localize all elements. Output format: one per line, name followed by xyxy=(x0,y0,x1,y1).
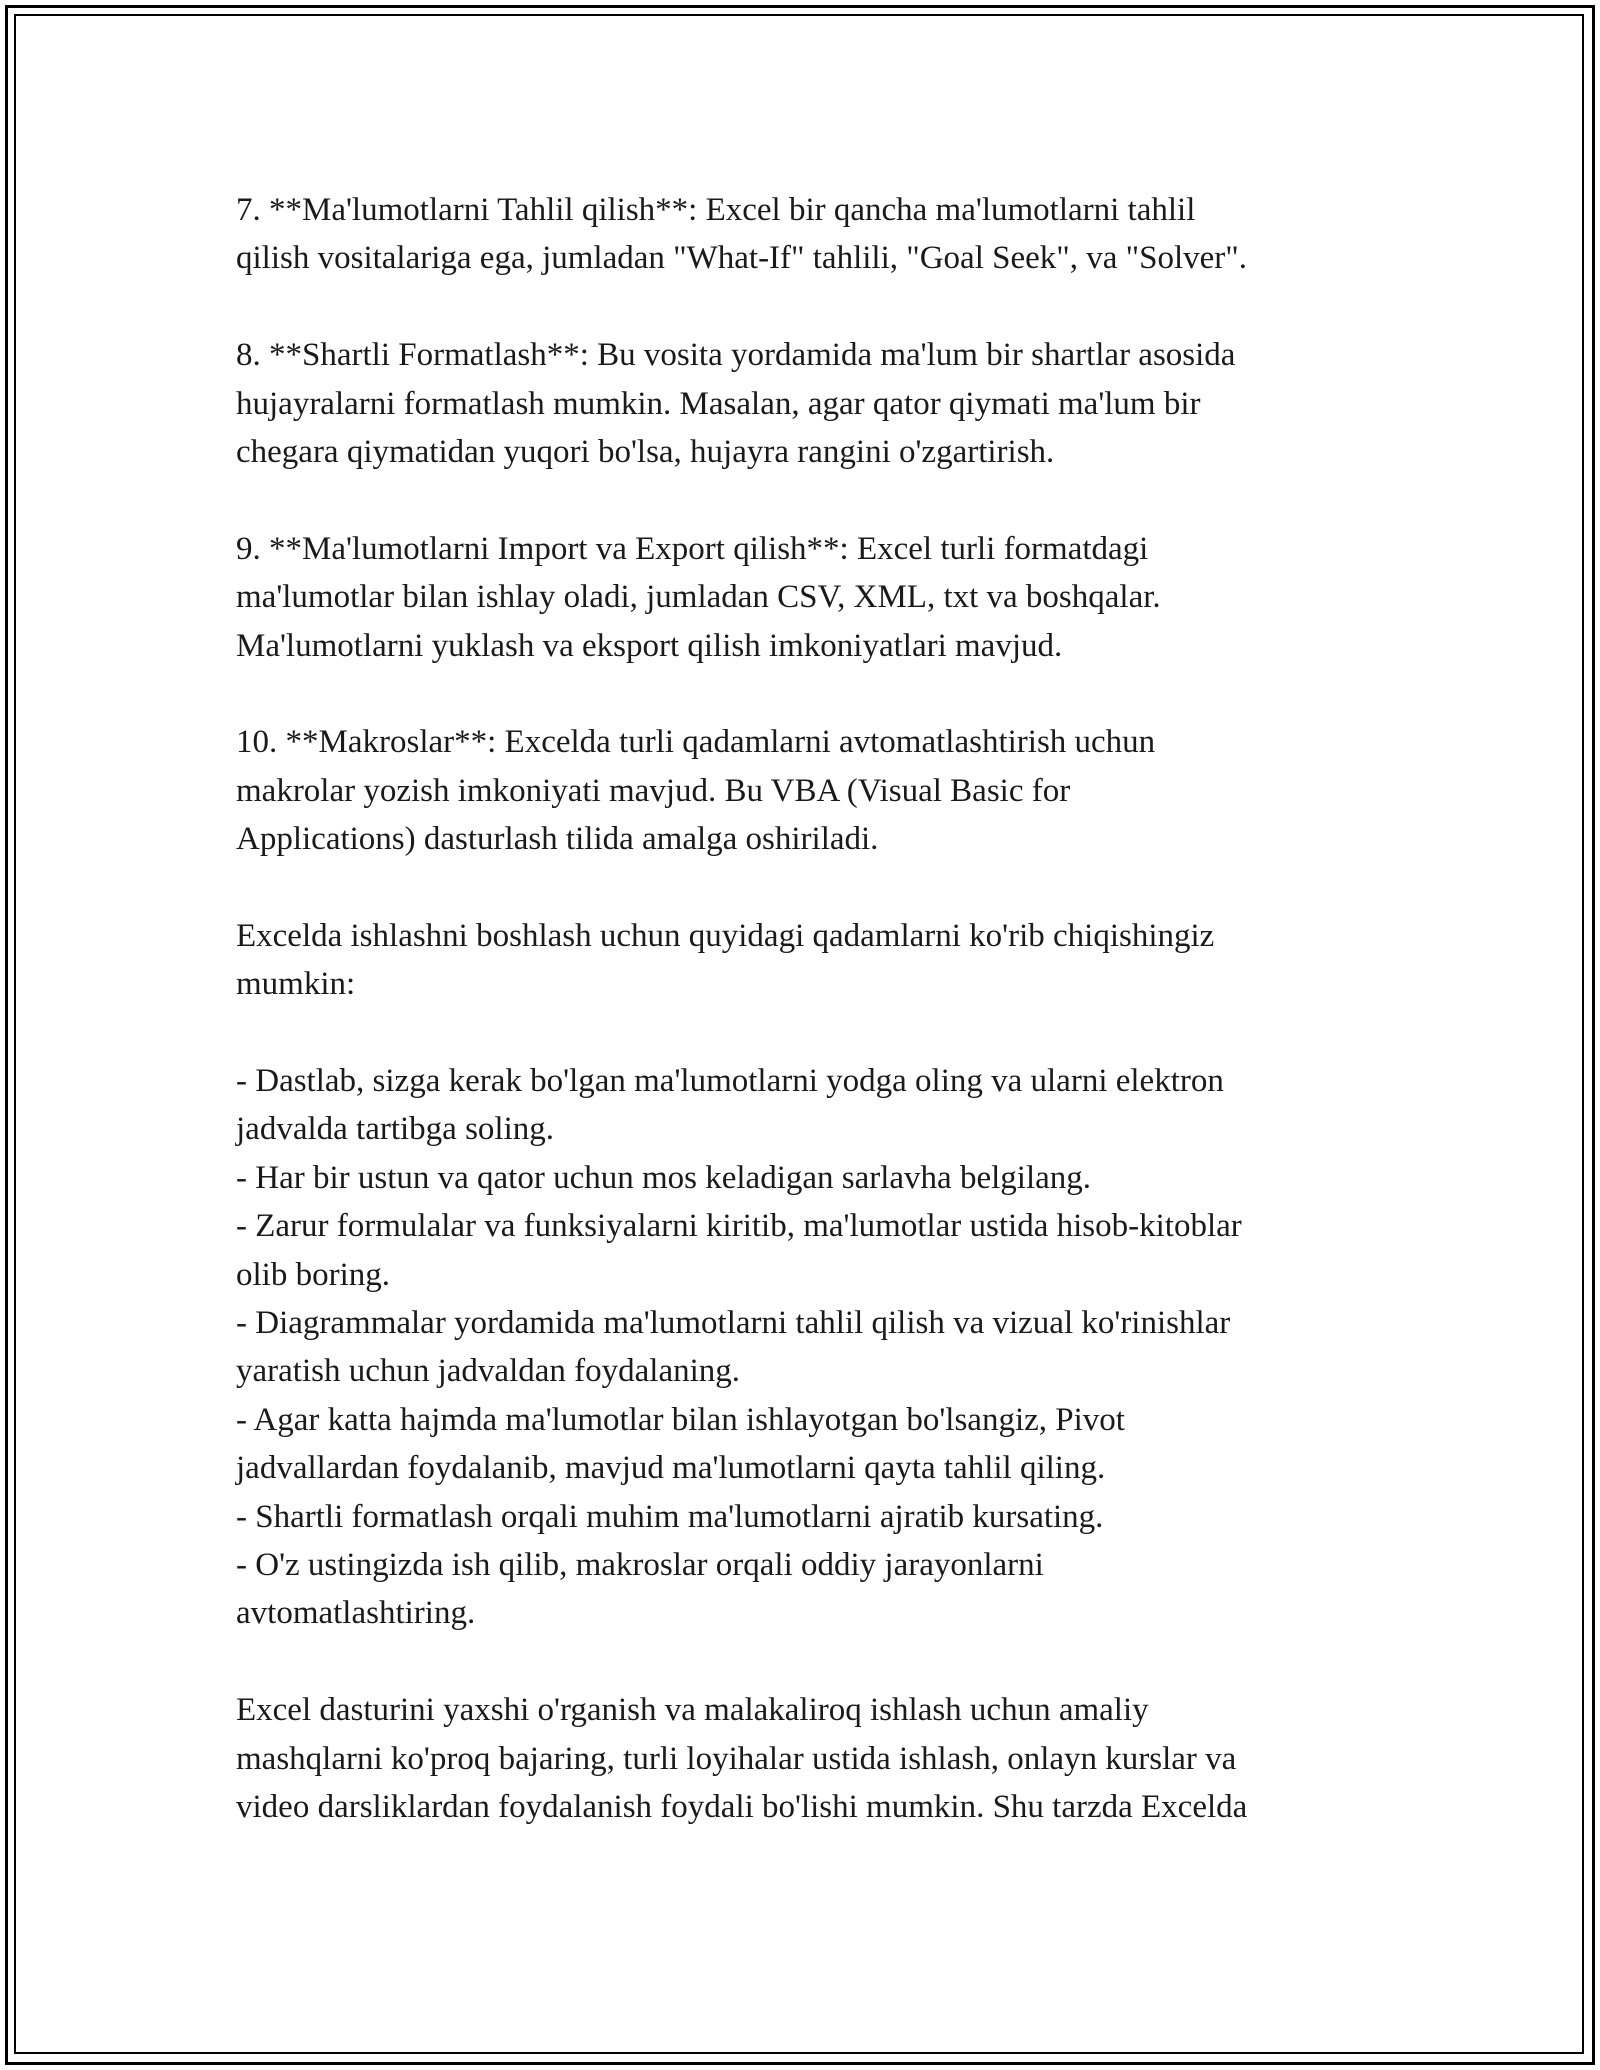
text-line: qilish vositalariga ega, jumladan "What-If" tahlili, "Goal Seek", va "Solver". xyxy=(236,240,1247,277)
text-line: - Shartli formatlash orqali muhim ma'lumotlarni ajratib kursating. xyxy=(236,1498,1104,1535)
paragraph-spacer xyxy=(236,670,1376,718)
text-line: - Agar katta hajmda ma'lumotlar bilan ishlayotgan bo'lsangiz, Pivot xyxy=(236,1401,1125,1438)
text-line: jadvalda tartibga soling. xyxy=(236,1111,554,1148)
text-line: video darsliklardan foydalanish foydali bo'lishi mumkin. Shu tarzda Excelda xyxy=(236,1788,1248,1825)
text-line: Excelda ishlashni boshlash uchun quyidagi qadamlarni ko'rib chiqishingiz xyxy=(236,917,1215,954)
text-line: - Diagrammalar yordamida ma'lumotlarni tahlil qilish va vizual ko'rinishlar xyxy=(236,1304,1231,1341)
text-line: ma'lumotlar bilan ishlay oladi, jumladan CSV, XML, txt va boshqalar. xyxy=(236,579,1161,616)
paragraph-item-9 xyxy=(236,525,1376,670)
text-line: 8. **Shartli Formatlash**: Bu vosita yordamida ma'lum bir shartlar asosida xyxy=(236,337,1236,374)
paragraph-conclusion xyxy=(236,1686,1376,1831)
text-line: - O'z ustingizda ish qilib, makroslar orqali oddiy jarayonlarni xyxy=(236,1546,1044,1583)
text-line: hujayralarni formatlash mumkin. Masalan, agar qator qiymati ma'lum bir xyxy=(236,385,1201,422)
text-line: avtomatlashtiring. xyxy=(236,1595,476,1632)
text-line: - Har bir ustun va qator uchun mos keladigan sarlavha belgilang. xyxy=(236,1159,1092,1196)
text-line: olib boring. xyxy=(236,1256,390,1293)
text-line: 9. **Ma'lumotlarni Import va Export qilish**: Excel turli formatdagi xyxy=(236,530,1149,567)
text-line: 7. **Ma'lumotlarni Tahlil qilish**: Excel bir qancha ma'lumotlarni tahlil xyxy=(236,192,1196,228)
paragraph-intro-steps xyxy=(236,912,1376,1009)
paragraph-spacer xyxy=(236,283,1376,331)
steps-list xyxy=(236,1057,1376,1638)
text-line: - Dastlab, sizga kerak bo'lgan ma'lumotlarni yodga oling va ularni elektron xyxy=(236,1063,1224,1100)
text-line: 10. **Makroslar**: Excelda turli qadamlarni avtomatlashtirish uchun xyxy=(236,724,1156,761)
text-line: chegara qiymatidan yuqori bo'lsa, hujayra rangini o'zgartirish. xyxy=(236,433,1055,470)
paragraph-spacer xyxy=(236,1009,1376,1057)
paragraph-item-8 xyxy=(236,331,1376,476)
paragraph-item-7 xyxy=(236,186,1376,283)
document-body xyxy=(236,186,1376,1831)
text-line: makrolar yozish imkoniyati mavjud. Bu VBA (Visual Basic for xyxy=(236,772,1071,809)
text-line: Applications) dasturlash tilida amalga oshiriladi. xyxy=(236,821,879,858)
text-line: mumkin: xyxy=(236,966,356,1003)
paragraph-spacer xyxy=(236,476,1376,524)
text-line: mashqlarni ko'proq bajaring, turli loyihalar ustida ishlash, onlayn kurslar va xyxy=(236,1740,1237,1777)
paragraph-spacer xyxy=(236,863,1376,911)
text-line: Ma'lumotlarni yuklash va eksport qilish imkoniyatlari mavjud. xyxy=(236,627,1063,664)
text-line: yaratish uchun jadvaldan foydalaning. xyxy=(236,1353,741,1390)
paragraph-spacer xyxy=(236,1638,1376,1686)
text-line: jadvallardan foydalanib, mavjud ma'lumotlarni qayta tahlil qiling. xyxy=(236,1450,1106,1487)
text-line: - Zarur formulalar va funksiyalarni kiritib, ma'lumotlar ustida hisob-kitoblar xyxy=(236,1208,1242,1245)
text-line: Excel dasturini yaxshi o'rganish va malakaliroq ishlash uchun amaliy xyxy=(236,1692,1149,1729)
paragraph-item-10 xyxy=(236,718,1376,863)
